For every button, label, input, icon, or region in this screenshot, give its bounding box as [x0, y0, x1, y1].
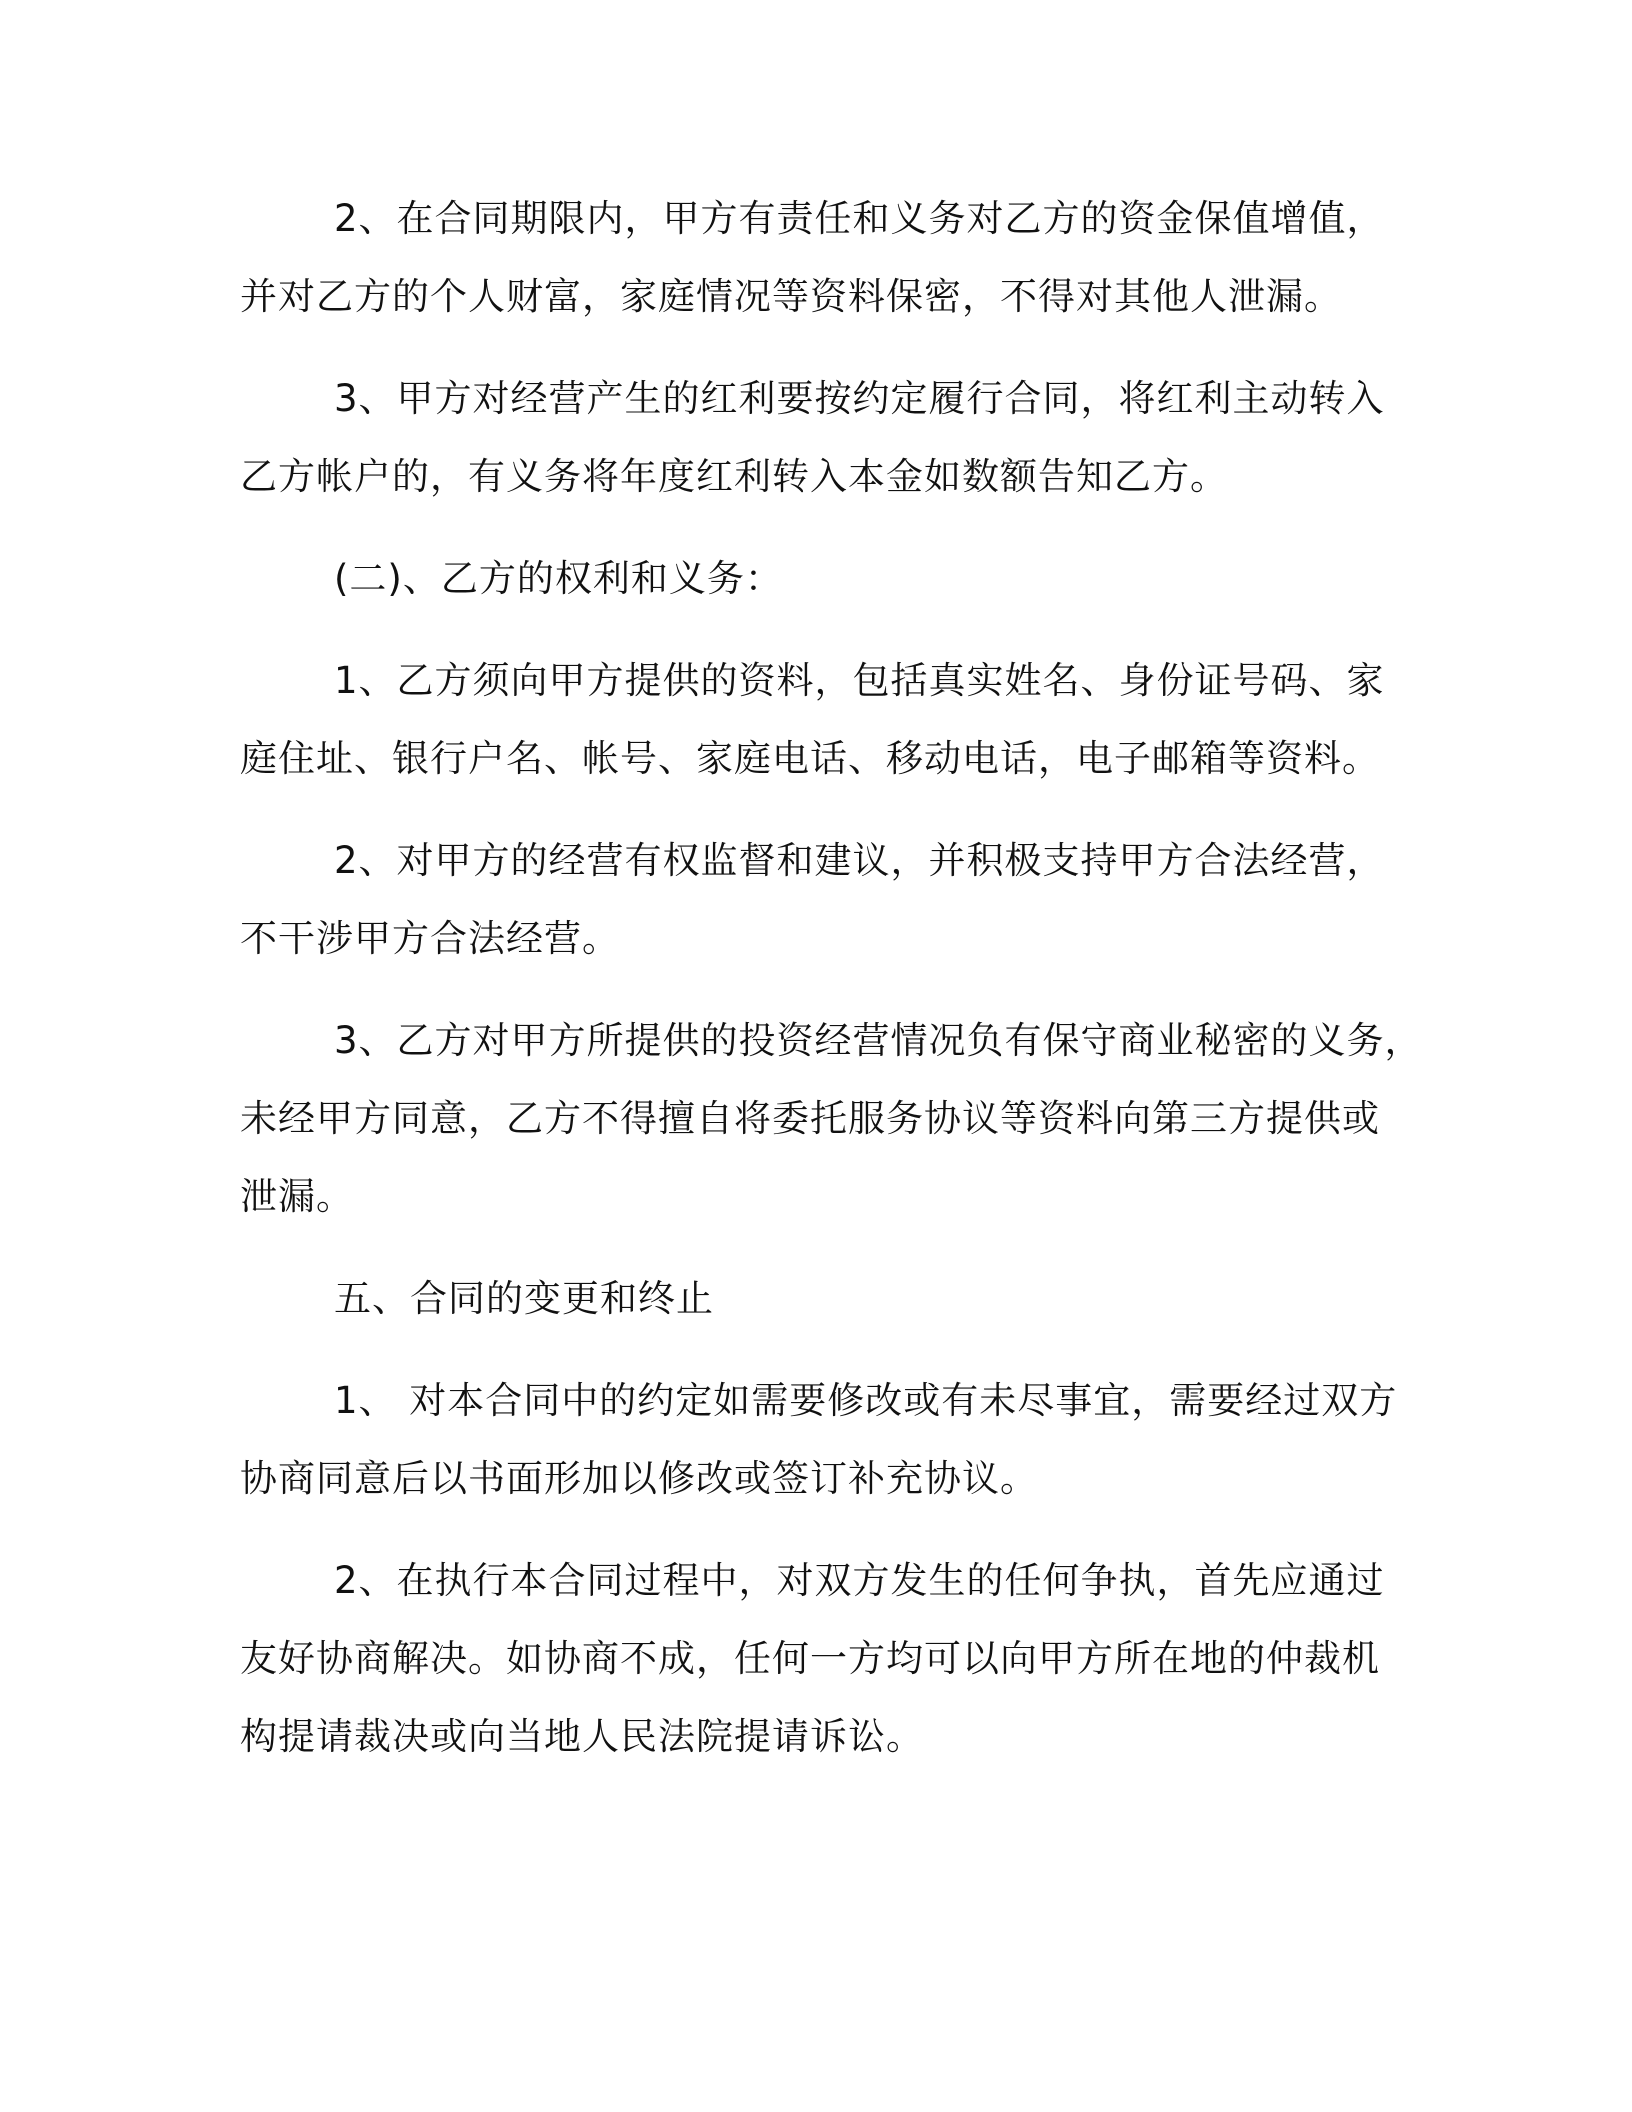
text-line: 并对乙方的个人财富，家庭情况等资料保密，不得对其他人泄漏。 [240, 275, 1342, 318]
text-line: 构提请裁决或向当地人民法院提请诉讼。 [240, 1715, 924, 1758]
text-line: 3、乙方对甲方所提供的投资经营情况负有保守商业秘密的义务， [334, 1019, 1423, 1062]
section-heading: 五、合同的变更和终止 [334, 1277, 714, 1320]
text-line: 1、 对本合同中的约定如需要修改或有未尽事宜，需要经过双方 [334, 1379, 1398, 1422]
text-line: 泄漏。 [240, 1175, 354, 1218]
text-line: 3、甲方对经营产生的红利要按约定履行合同，将红利主动转入 [334, 377, 1385, 420]
text-line: 2、在执行本合同过程中，对双方发生的任何争执，首先应通过 [334, 1559, 1385, 1602]
section-heading: (二)、乙方的权利和义务： [334, 557, 783, 600]
text-line: 协商同意后以书面形加以修改或签订补充协议。 [240, 1457, 1038, 1500]
text-line: 2、在合同期限内，甲方有责任和义务对乙方的资金保值增值， [334, 197, 1385, 240]
text-line: 乙方帐户的，有义务将年度红利转入本金如数额告知乙方。 [240, 455, 1228, 498]
text-line: 2、对甲方的经营有权监督和建议，并积极支持甲方合法经营， [334, 839, 1385, 882]
text-line: 1、乙方须向甲方提供的资料，包括真实姓名、身份证号码、家 [334, 659, 1385, 702]
text-line: 庭住址、银行户名、帐号、家庭电话、移动电话，电子邮箱等资料。 [240, 737, 1380, 780]
text-line: 不干涉甲方合法经营。 [240, 917, 620, 960]
text-line: 友好协商解决。如协商不成，任何一方均可以向甲方所在地的仲裁机 [240, 1637, 1380, 1680]
text-line: 未经甲方同意，乙方不得擅自将委托服务协议等资料向第三方提供或 [240, 1097, 1380, 1140]
